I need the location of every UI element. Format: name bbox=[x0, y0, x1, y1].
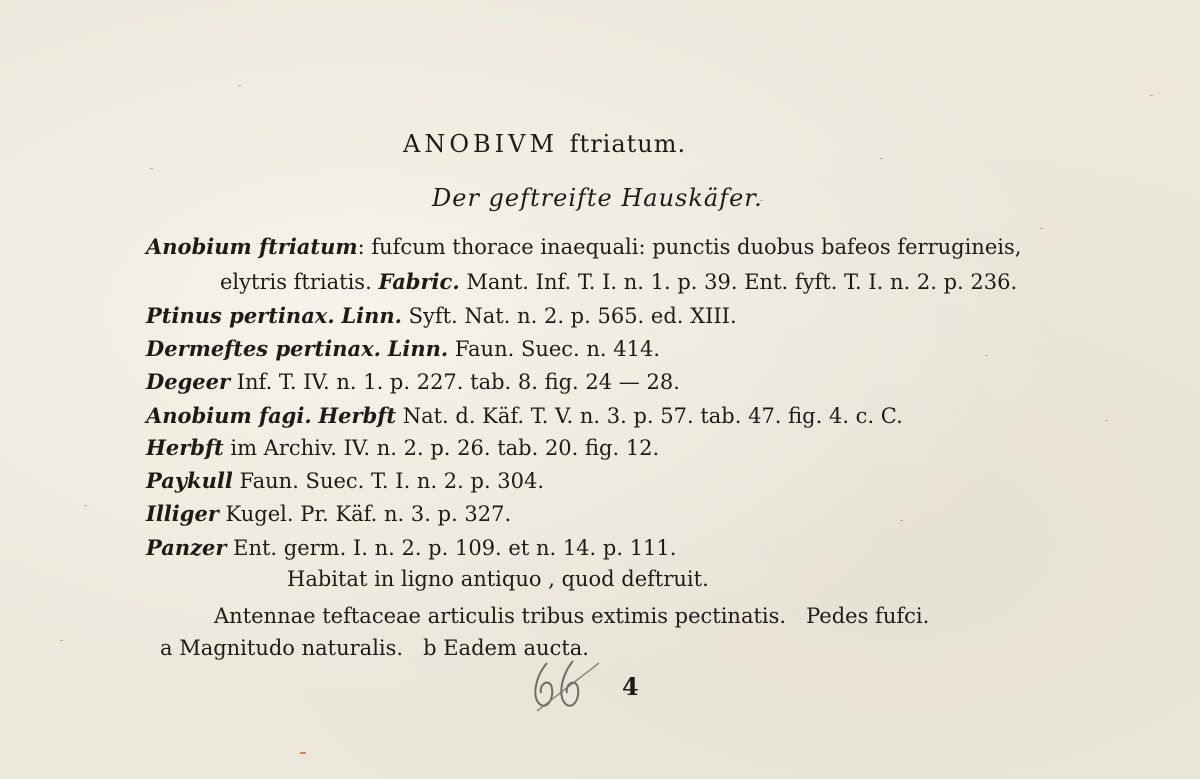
synonym-text: Faun. Suec. T. I. n. 2. p. 304. bbox=[232, 469, 545, 493]
synonym-line bbox=[146, 236, 1021, 258]
synonym-source: Linn. bbox=[387, 336, 449, 361]
synonym-author: Panzer bbox=[146, 535, 227, 560]
synonym-author: Dermeftes pertinax. bbox=[146, 336, 381, 361]
description-line: Antennae teftaceae articulis tribus extimis pectinatis. Pedes fufci. bbox=[214, 604, 930, 628]
synonym-line bbox=[146, 405, 903, 427]
paper-fleck bbox=[1105, 420, 1108, 421]
synonym-author: Paykull bbox=[146, 468, 233, 493]
paper-fleck bbox=[1040, 228, 1043, 229]
paper-fleck bbox=[985, 355, 988, 356]
synonym-line bbox=[146, 537, 676, 559]
synonym-continuation bbox=[220, 271, 1017, 293]
paper-fleck bbox=[900, 520, 903, 521]
species-title bbox=[403, 132, 686, 156]
synonym-text: im Archiv. IV. n. 2. p. 26. tab. 20. fig. 12. bbox=[223, 436, 660, 460]
synonym-text: Inf. T. IV. n. 1. p. 227. tab. 8. fig. 24 — 28. bbox=[230, 370, 680, 394]
synonym-text: Nat. d. Käf. T. V. n. 3. p. 57. tab. 47. fig. 4. c. C. bbox=[396, 404, 903, 428]
paper-fleck bbox=[300, 752, 306, 754]
page-number: 4 bbox=[622, 672, 639, 701]
paper-fleck bbox=[60, 640, 63, 641]
synonym-text: fufcum thorace inaequali: punctis duobus bafeos ferrugineis, bbox=[364, 235, 1022, 259]
synonym-line bbox=[146, 503, 511, 525]
synonym-line bbox=[146, 470, 544, 492]
synonym-author: Anobium fagi. bbox=[146, 403, 312, 428]
synonym-text: Mant. Inf. T. I. n. 1. p. 39. Ent. fyft. T. I. n. 2. p. 236. bbox=[459, 270, 1018, 294]
synonym-line bbox=[146, 305, 737, 327]
synonym-line bbox=[146, 371, 680, 393]
paper-fleck bbox=[84, 505, 87, 506]
synonym-author: Fabric. bbox=[378, 269, 460, 294]
synonym-line bbox=[146, 338, 660, 360]
paper-fleck bbox=[150, 168, 153, 169]
handwritten-pencil-mark bbox=[527, 655, 607, 715]
synonym-text: Ent. germ. I. n. 2. p. 109. et n. 14. p. 111. bbox=[226, 536, 677, 560]
figure-note: a Magnitudo naturalis. b Eadem aucta. bbox=[160, 636, 589, 660]
synonym-text: Syft. Nat. n. 2. p. 565. ed. XIII. bbox=[401, 304, 737, 328]
genus-name: ANOBIVM bbox=[403, 130, 559, 158]
habitat-line: Habitat in ligno antiquo , quod deftruit. bbox=[287, 567, 709, 591]
synonym-author: Herbft bbox=[146, 435, 224, 460]
paper-fleck bbox=[1150, 95, 1153, 96]
synonym-author: Degeer bbox=[146, 369, 231, 394]
synonym-author: Ptinus pertinax. bbox=[146, 303, 335, 328]
synonym-author: Illiger bbox=[146, 501, 219, 526]
synonym-text: elytris ftriatis. bbox=[220, 270, 379, 294]
paper-fleck bbox=[880, 158, 883, 159]
synonym-source: Herbft bbox=[318, 403, 397, 428]
synonym-line bbox=[146, 437, 659, 459]
synonym-author: Anobium ftriatum bbox=[146, 234, 358, 259]
synonym-text: Kugel. Pr. Käf. n. 3. p. 327. bbox=[218, 502, 512, 526]
german-name: Der geftreifte Hauskäfer. bbox=[432, 184, 763, 212]
synonym-separator: : bbox=[357, 235, 365, 259]
synonym-source: Linn. bbox=[341, 303, 402, 328]
synonym-text: Faun. Suec. n. 414. bbox=[448, 337, 661, 361]
species-name: ftriatum. bbox=[569, 130, 687, 158]
paper-fleck bbox=[238, 85, 241, 86]
